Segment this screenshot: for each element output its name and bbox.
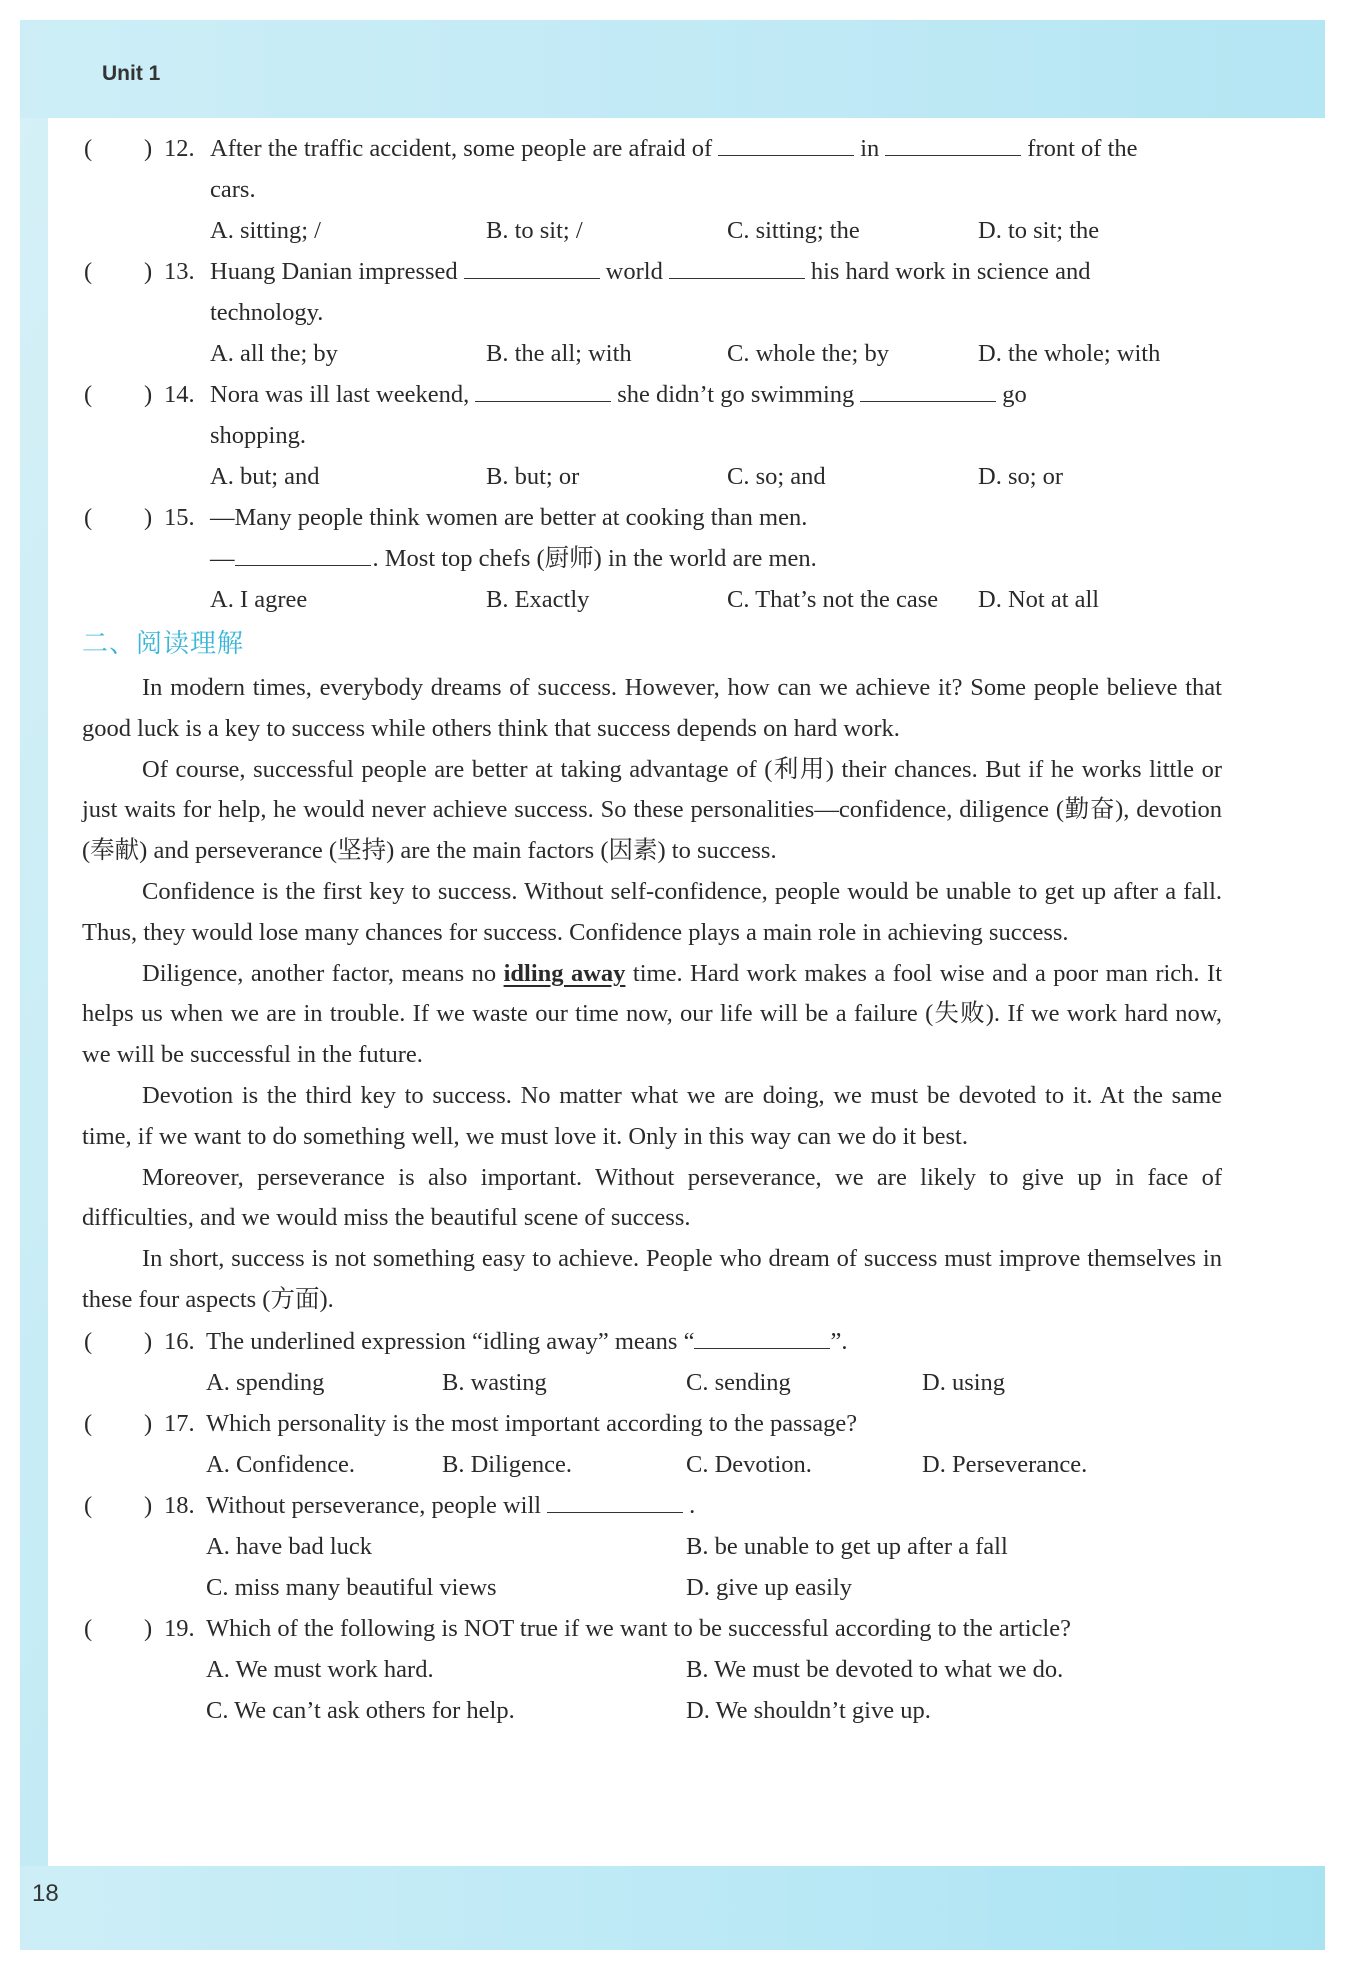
- answer-blank[interactable]: [885, 131, 1021, 156]
- answer-paren-close: ): [144, 1491, 153, 1519]
- passage-text: time. Hard work makes a fool wise and a poor man rich. It helps us when we are in trouble. If we waste our time now, our life will be a failure (失败). If we work hard now, we will be successful in the future.: [82, 959, 1222, 1069]
- answer-paren-open: (: [84, 258, 93, 285]
- question-text: Without perseverance, people will: [206, 1491, 542, 1519]
- question-15: [82, 497, 1222, 579]
- options-19-row1: [82, 1649, 1222, 1690]
- question-text: Nora was ill last weekend,: [210, 381, 470, 408]
- option-c: C. sitting; the: [727, 217, 860, 244]
- option-a: A. all the; by: [210, 340, 338, 367]
- answer-paren-open: (: [84, 1409, 93, 1437]
- question-number: 13.: [164, 258, 195, 285]
- answer-paren-open: (: [84, 135, 93, 162]
- answer-paren-close: ): [144, 1409, 153, 1437]
- options-16: [82, 1362, 1222, 1403]
- options-14: [82, 456, 1222, 497]
- option-b: B. Exactly: [486, 586, 590, 613]
- option-c: C. so; and: [727, 463, 826, 490]
- passage-paragraph: Confidence is the first key to success. Without self-confidence, people would be unable to get up after a fall. Thus, they would lose many chances for success. Confidence plays a main role in achieving success.: [82, 877, 1222, 946]
- question-number: 17.: [164, 1409, 195, 1437]
- question-18: [82, 1485, 1222, 1526]
- option-b: B. but; or: [486, 463, 580, 490]
- answer-blank[interactable]: [475, 377, 611, 402]
- answer-blank[interactable]: [860, 377, 996, 402]
- question-14: [82, 374, 1222, 456]
- question-text: After the traffic accident, some people are afraid of: [210, 135, 713, 162]
- option-c: C. miss many beautiful views: [206, 1573, 497, 1601]
- options-19-row2: [82, 1690, 1222, 1731]
- option-c: C. Devotion.: [686, 1450, 812, 1478]
- question-text: Huang Danian impressed: [210, 258, 458, 285]
- option-b: B. the all; with: [486, 340, 632, 367]
- question-number: 18.: [164, 1491, 195, 1519]
- passage-text: Diligence, another factor, means no: [142, 959, 497, 987]
- question-text: in: [860, 135, 880, 162]
- option-a: A. We must work hard.: [206, 1655, 434, 1683]
- question-16: [82, 1321, 1222, 1362]
- option-d: D. the whole; with: [978, 340, 1161, 367]
- answer-paren-close: ): [144, 381, 153, 408]
- answer-paren-close: ): [144, 135, 153, 162]
- option-c: C. sending: [686, 1368, 791, 1396]
- option-a: A. but; and: [210, 463, 320, 490]
- question-text: Which personality is the most important according to the passage?: [206, 1409, 858, 1437]
- option-d: D. to sit; the: [978, 217, 1100, 244]
- question-text: ”.: [830, 1327, 848, 1355]
- options-15: [82, 579, 1222, 620]
- option-d: D. so; or: [978, 463, 1064, 490]
- option-d: D. Perseverance.: [922, 1450, 1088, 1478]
- option-d: D. We shouldn’t give up.: [686, 1696, 931, 1724]
- answer-paren-close: ): [144, 1614, 153, 1642]
- question-text: Which of the following is NOT true if we want to be successful according to the article?: [206, 1614, 1071, 1642]
- question-number: 14.: [164, 381, 195, 408]
- option-b: B. Diligence.: [442, 1450, 572, 1478]
- answer-paren-open: (: [84, 1491, 93, 1519]
- option-a: A. sitting; /: [210, 217, 321, 244]
- option-d: D. give up easily: [686, 1573, 853, 1601]
- answer-blank[interactable]: [235, 541, 371, 566]
- option-d: D. using: [922, 1368, 1006, 1396]
- option-c: C. whole the; by: [727, 340, 889, 367]
- question-number: 19.: [164, 1614, 195, 1642]
- answer-blank[interactable]: [694, 1324, 830, 1349]
- answer-blank[interactable]: [718, 131, 854, 156]
- passage-paragraph: Of course, successful people are better at taking advantage of (利用) their chances. But if he works little or just waits for help, he would never achieve success. So these personalities—confidence, diligence (勤奋), devotion (奉献) and perseverance (坚持) are the main factors (因素) to success.: [82, 755, 1222, 865]
- passage-paragraph: In short, success is not something easy to achieve. People who dream of success must improve themselves in these four aspects (方面).: [82, 1245, 1222, 1313]
- header-band: [20, 20, 1325, 118]
- answer-blank[interactable]: [547, 1488, 683, 1513]
- option-c: C. That’s not the case: [727, 586, 939, 613]
- section-title-reading: 二、阅读理解: [82, 629, 245, 659]
- option-a: A. spending: [206, 1368, 325, 1396]
- page-number: 18: [32, 1880, 59, 1907]
- option-b: B. We must be devoted to what we do.: [686, 1655, 1064, 1683]
- question-number: 15.: [164, 504, 195, 531]
- question-text: —Many people think women are better at cooking than men.: [210, 504, 808, 531]
- worksheet-content: [82, 128, 1222, 1731]
- answer-blank[interactable]: [464, 254, 600, 279]
- option-b: B. wasting: [442, 1368, 547, 1396]
- question-text: go: [1002, 381, 1027, 408]
- option-c: C. We can’t ask others for help.: [206, 1696, 515, 1724]
- question-text: .: [689, 1491, 696, 1519]
- option-a: A. I agree: [210, 586, 308, 613]
- question-number: 12.: [164, 135, 195, 162]
- passage-paragraph: Devotion is the third key to success. No matter what we are doing, we must be devoted to it. At the same time, if we want to do something well, we must love it. Only in this way can we do it best.: [82, 1081, 1222, 1150]
- question-text: front of the: [1027, 135, 1138, 162]
- answer-paren-open: (: [84, 1327, 93, 1355]
- question-12: [82, 128, 1222, 210]
- question-text: . Most top chefs (厨师) in the world are men.: [372, 545, 817, 572]
- answer-paren-close: ): [144, 1327, 153, 1355]
- question-number: 16.: [164, 1327, 195, 1355]
- passage-paragraph: Moreover, perseverance is also important. Without perseverance, we are likely to give up in face of difficulties, and we would miss the beautiful scene of success.: [82, 1163, 1222, 1232]
- answer-paren-open: (: [84, 1614, 93, 1642]
- question-text: —: [210, 545, 235, 572]
- options-18-row2: [82, 1567, 1222, 1608]
- reading-passage: [82, 668, 1222, 1321]
- question-text: cars.: [210, 176, 256, 203]
- answer-paren-close: ): [144, 258, 153, 285]
- passage-paragraph: In modern times, everybody dreams of success. However, how can we achieve it? Some people believe that good luck is a key to success while others think that success depends on hard work.: [82, 674, 1222, 742]
- passage-paragraph: [82, 954, 1222, 1076]
- option-a: A. have bad luck: [206, 1532, 372, 1560]
- unit-label: Unit 1: [102, 62, 161, 85]
- question-text: his hard work in science and: [810, 258, 1091, 285]
- option-d: D. Not at all: [978, 586, 1100, 613]
- question-text: technology.: [210, 299, 324, 326]
- options-18-row1: [82, 1526, 1222, 1567]
- question-text: shopping.: [210, 422, 306, 449]
- question-17: [82, 1403, 1222, 1444]
- answer-paren-open: (: [84, 504, 93, 531]
- options-17: [82, 1444, 1222, 1485]
- options-12: [82, 210, 1222, 251]
- question-text: world: [605, 258, 663, 285]
- option-a: A. Confidence.: [206, 1450, 355, 1478]
- option-b: B. be unable to get up after a fall: [686, 1532, 1008, 1560]
- question-text: The underlined expression “idling away” means “: [206, 1327, 695, 1355]
- answer-paren-open: (: [84, 381, 93, 408]
- question-text: she didn’t go swimming: [617, 381, 855, 408]
- footer-band: [20, 1866, 1325, 1950]
- question-19: [82, 1608, 1222, 1649]
- answer-paren-close: ): [144, 504, 153, 531]
- option-b: B. to sit; /: [486, 217, 583, 244]
- answer-blank[interactable]: [669, 254, 805, 279]
- question-13: [82, 251, 1222, 333]
- underlined-expression: idling away: [503, 959, 626, 987]
- options-13: [82, 333, 1222, 374]
